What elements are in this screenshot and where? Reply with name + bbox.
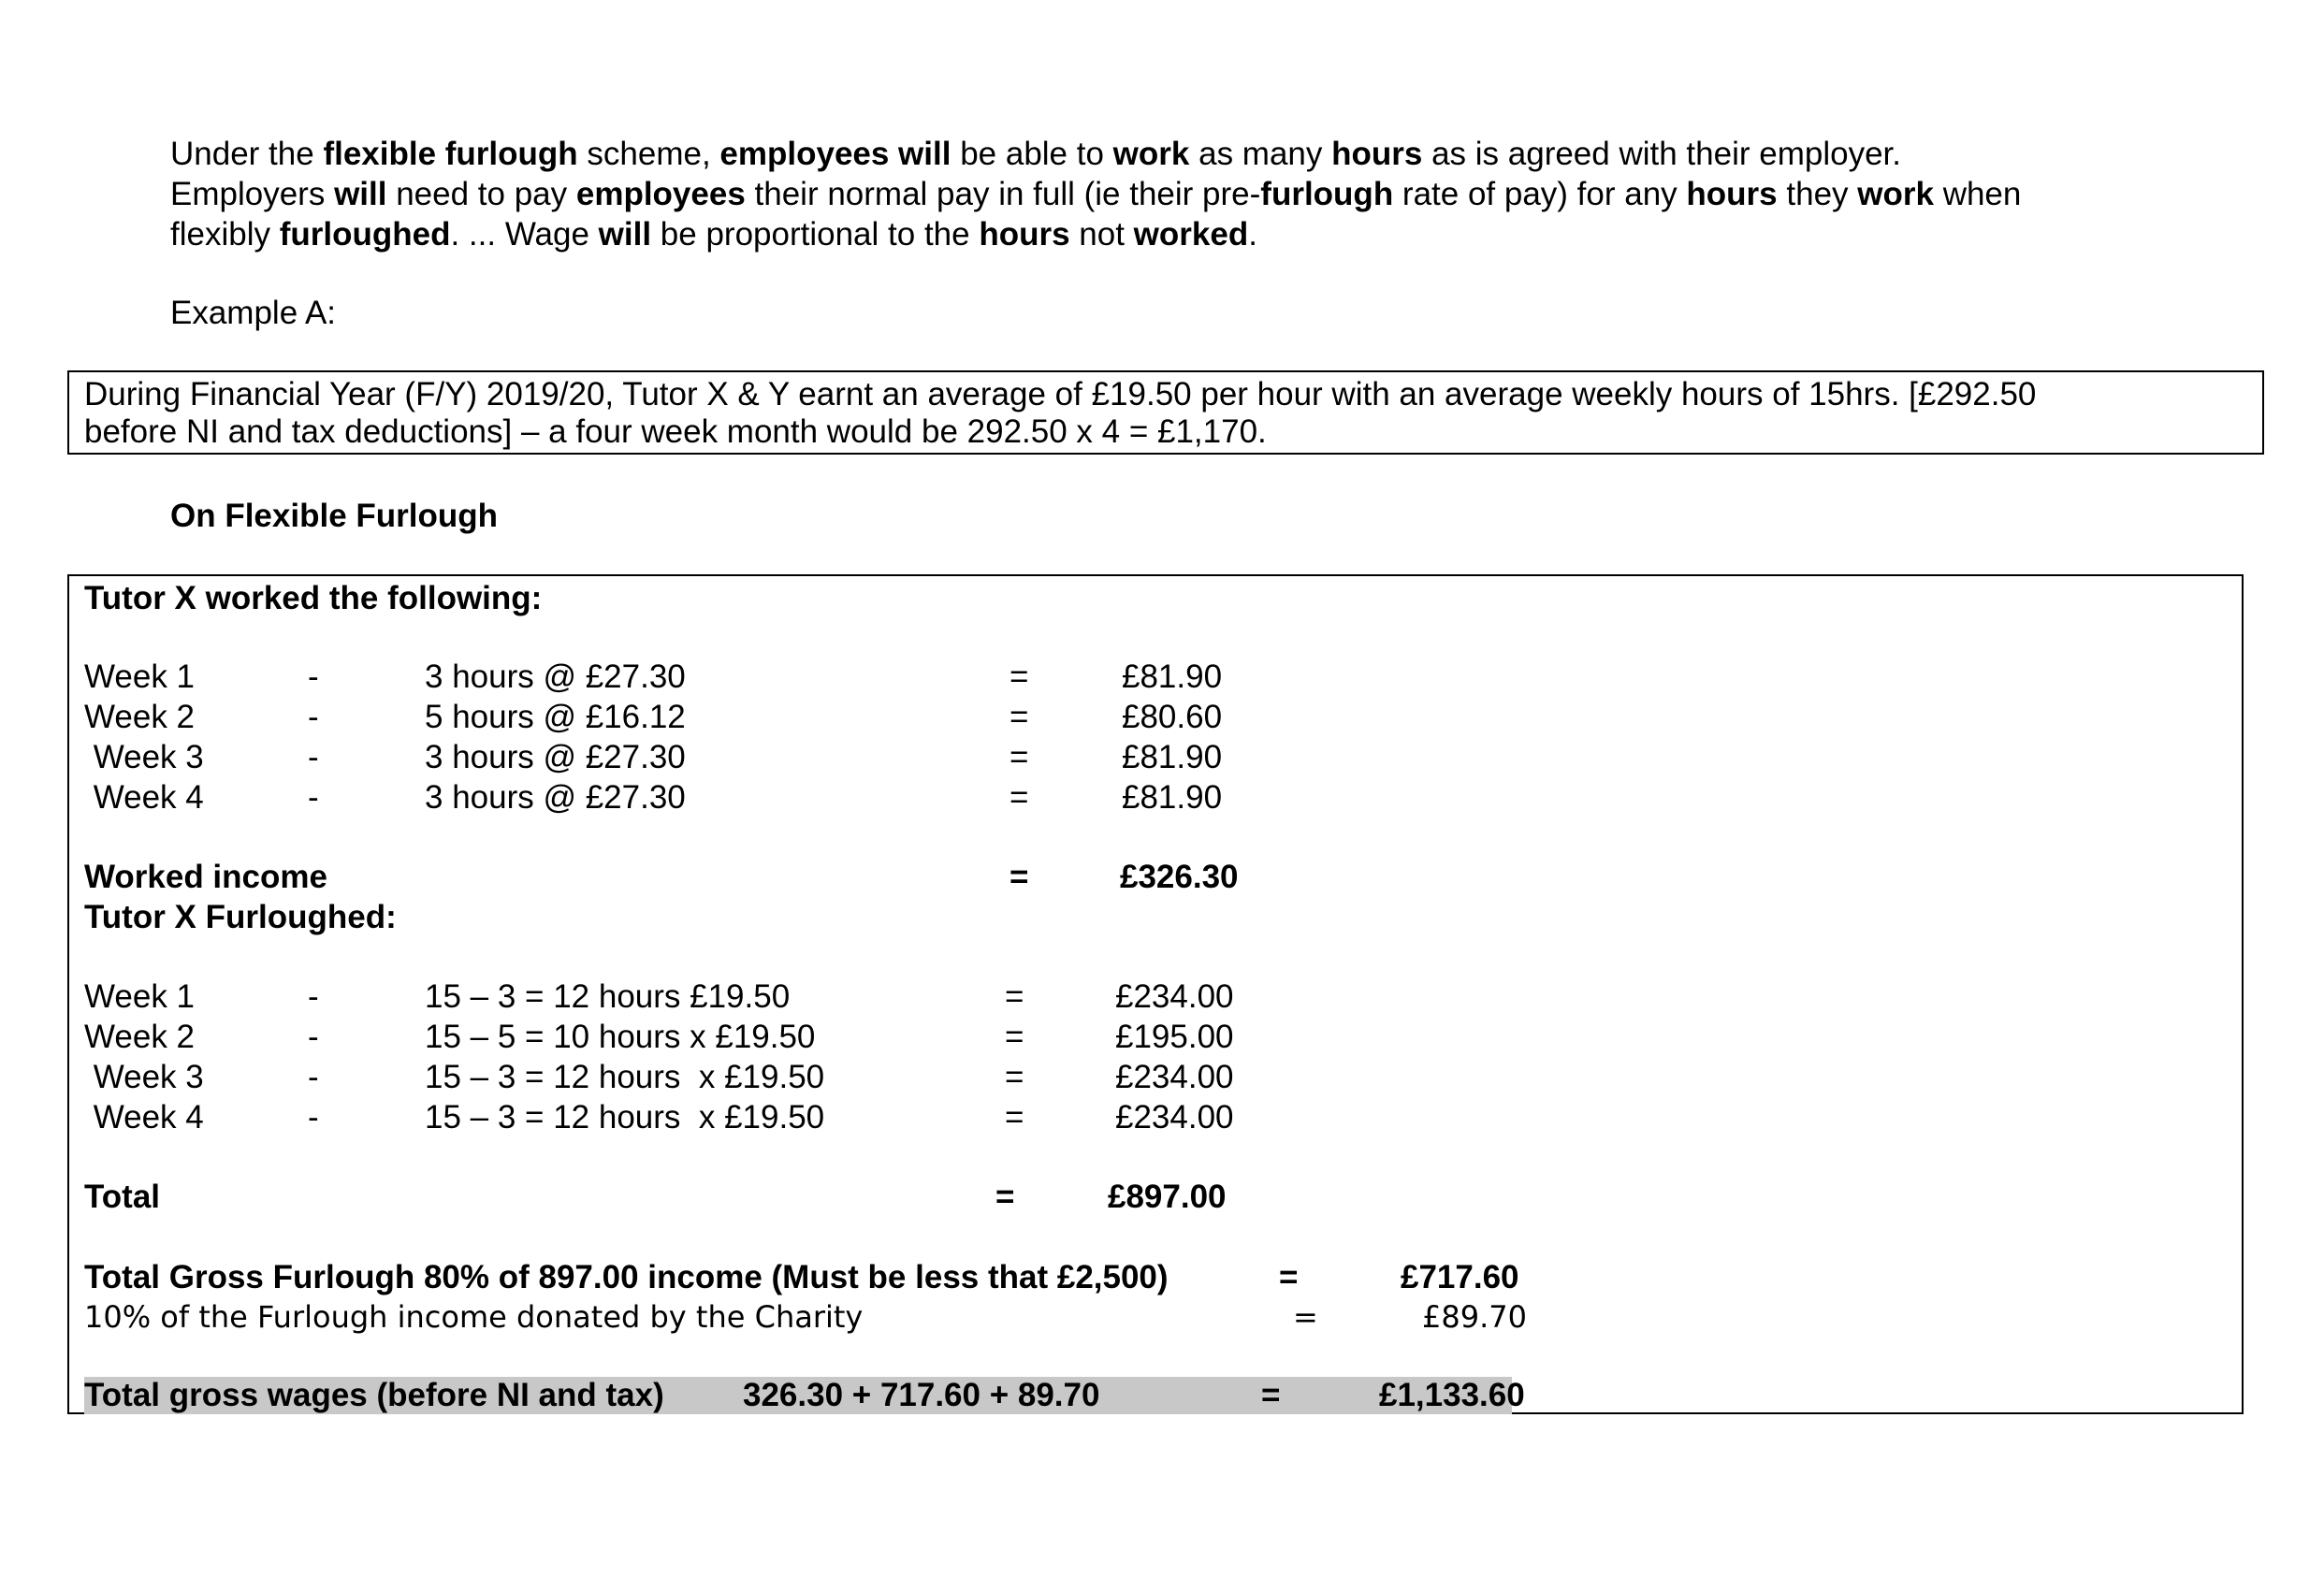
furlough-dash: - bbox=[308, 978, 319, 1015]
intro-segment: not bbox=[1069, 216, 1134, 253]
example-box-line-1: During Financial Year (F/Y) 2019/20, Tutor X & Y earnt an average of £19.50 per hour with an average weekly hours of 15hrs. [£292.50 bbox=[84, 376, 2037, 412]
furlough-dash: - bbox=[308, 1019, 319, 1055]
intro-segment: furloughed bbox=[279, 216, 451, 253]
intro-segment: need to pay bbox=[386, 176, 576, 212]
furlough-eq: = bbox=[1005, 1059, 1024, 1095]
example-box bbox=[67, 370, 2264, 455]
final-formula: 326.30 + 717.60 + 89.70 bbox=[743, 1377, 1100, 1413]
intro-line-1 bbox=[170, 134, 2285, 174]
intro-segment: hours bbox=[1331, 136, 1423, 172]
worked-week: Week 2 bbox=[84, 699, 196, 735]
worked-income-eq: = bbox=[1009, 859, 1029, 895]
intro-line-2 bbox=[170, 174, 2285, 214]
furlough-dash: - bbox=[308, 1099, 319, 1136]
intro-segment: employees will bbox=[719, 136, 951, 172]
furlough-amount: £195.00 bbox=[1115, 1019, 1234, 1055]
furlough-desc: 15 – 3 = 12 hours x £19.50 bbox=[425, 1059, 825, 1095]
worked-desc: 5 hours @ £16.12 bbox=[425, 699, 686, 735]
furlough-eq: = bbox=[1005, 978, 1024, 1015]
worked-dash: - bbox=[308, 779, 319, 816]
donation-value: £89.70 bbox=[1422, 1299, 1527, 1335]
intro-segment: when bbox=[1933, 176, 2022, 212]
intro-segment: scheme, bbox=[577, 136, 720, 172]
furlough-desc: 15 – 3 = 12 hours x £19.50 bbox=[425, 1099, 825, 1136]
furlough-week: Week 4 bbox=[84, 1099, 204, 1136]
worked-dash: - bbox=[308, 739, 319, 775]
intro-segment: . bbox=[1248, 216, 1257, 253]
furlough-week: Week 2 bbox=[84, 1019, 196, 1055]
intro-segment: their normal pay in full (ie their pre- bbox=[745, 176, 1261, 212]
worked-amount: £81.90 bbox=[1122, 739, 1223, 775]
intro-segment: will bbox=[598, 216, 652, 253]
final-value: £1,133.60 bbox=[1379, 1377, 1525, 1413]
furlough-eq: = bbox=[1005, 1019, 1024, 1055]
example-label: Example A: bbox=[170, 295, 337, 331]
furlough-desc: 15 – 5 = 10 hours x £19.50 bbox=[425, 1019, 816, 1055]
intro-segment: flexibly bbox=[170, 216, 280, 253]
intro-segment: be able to bbox=[951, 136, 1113, 172]
total-value: £897.00 bbox=[1108, 1179, 1227, 1215]
worked-income-label: Worked income bbox=[84, 859, 327, 895]
furlough-amount: £234.00 bbox=[1115, 1099, 1234, 1136]
intro-segment: hours bbox=[979, 216, 1070, 253]
intro-segment: as is agreed with their employer. bbox=[1422, 136, 1901, 172]
donation-label: 10% of the Furlough income donated by the Charity bbox=[84, 1299, 864, 1335]
gross-furlough-label: Total Gross Furlough 80% of 897.00 income (Must be less that £2,500) bbox=[84, 1259, 1169, 1295]
intro-segment: as many bbox=[1189, 136, 1332, 172]
intro-segment: Under the bbox=[170, 136, 324, 172]
example-box-line-2: before NI and tax deductions] – a four week month would be 292.50 x 4 = £1,170. bbox=[84, 413, 1267, 450]
intro-segment: hours bbox=[1686, 176, 1778, 212]
worked-eq: = bbox=[1009, 779, 1029, 816]
final-eq: = bbox=[1261, 1377, 1281, 1413]
intro-segment: they bbox=[1777, 176, 1858, 212]
worked-week: Week 1 bbox=[84, 658, 196, 695]
furlough-week: Week 3 bbox=[84, 1059, 204, 1095]
intro-segment: . ... Wage bbox=[450, 216, 599, 253]
worked-desc: 3 hours @ £27.30 bbox=[425, 779, 686, 816]
intro-paragraph bbox=[170, 134, 2285, 254]
intro-segment: worked bbox=[1133, 216, 1249, 253]
worked-amount: £81.90 bbox=[1122, 658, 1223, 695]
worked-desc: 3 hours @ £27.30 bbox=[425, 658, 686, 695]
worked-heading: Tutor X worked the following: bbox=[84, 580, 543, 616]
furlough-dash: - bbox=[308, 1059, 319, 1095]
intro-segment: flexible furlough bbox=[323, 136, 578, 172]
intro-line-3 bbox=[170, 214, 2285, 254]
gross-furlough-eq: = bbox=[1279, 1259, 1299, 1295]
gross-furlough-value: £717.60 bbox=[1401, 1259, 1519, 1295]
furlough-eq: = bbox=[1005, 1099, 1024, 1136]
worked-week: Week 3 bbox=[84, 739, 204, 775]
worked-week: Week 4 bbox=[84, 779, 204, 816]
furlough-amount: £234.00 bbox=[1115, 1059, 1234, 1095]
final-label: Total gross wages (before NI and tax) bbox=[84, 1377, 664, 1413]
total-label: Total bbox=[84, 1179, 161, 1215]
intro-segment: Employers bbox=[170, 176, 335, 212]
worked-amount: £81.90 bbox=[1122, 779, 1223, 816]
intro-segment: be proportional to the bbox=[651, 216, 980, 253]
furloughed-heading: Tutor X Furloughed: bbox=[84, 899, 397, 935]
worked-desc: 3 hours @ £27.30 bbox=[425, 739, 686, 775]
calculation-box bbox=[67, 574, 2244, 1414]
worked-eq: = bbox=[1009, 739, 1029, 775]
intro-segment: rate of pay) for any bbox=[1393, 176, 1687, 212]
section-heading: On Flexible Furlough bbox=[170, 498, 498, 534]
donation-eq: = bbox=[1293, 1299, 1318, 1335]
worked-amount: £80.60 bbox=[1122, 699, 1223, 735]
furlough-week: Week 1 bbox=[84, 978, 196, 1015]
furlough-desc: 15 – 3 = 12 hours £19.50 bbox=[425, 978, 791, 1015]
worked-eq: = bbox=[1009, 699, 1029, 735]
total-eq: = bbox=[995, 1179, 1015, 1215]
worked-income-value: £326.30 bbox=[1120, 859, 1239, 895]
intro-segment: employees bbox=[575, 176, 746, 212]
worked-dash: - bbox=[308, 658, 319, 695]
intro-segment: work bbox=[1112, 136, 1190, 172]
furlough-amount: £234.00 bbox=[1115, 978, 1234, 1015]
intro-segment: will bbox=[334, 176, 387, 212]
worked-eq: = bbox=[1009, 658, 1029, 695]
intro-segment: furlough bbox=[1260, 176, 1394, 212]
worked-dash: - bbox=[308, 699, 319, 735]
intro-segment: work bbox=[1857, 176, 1934, 212]
